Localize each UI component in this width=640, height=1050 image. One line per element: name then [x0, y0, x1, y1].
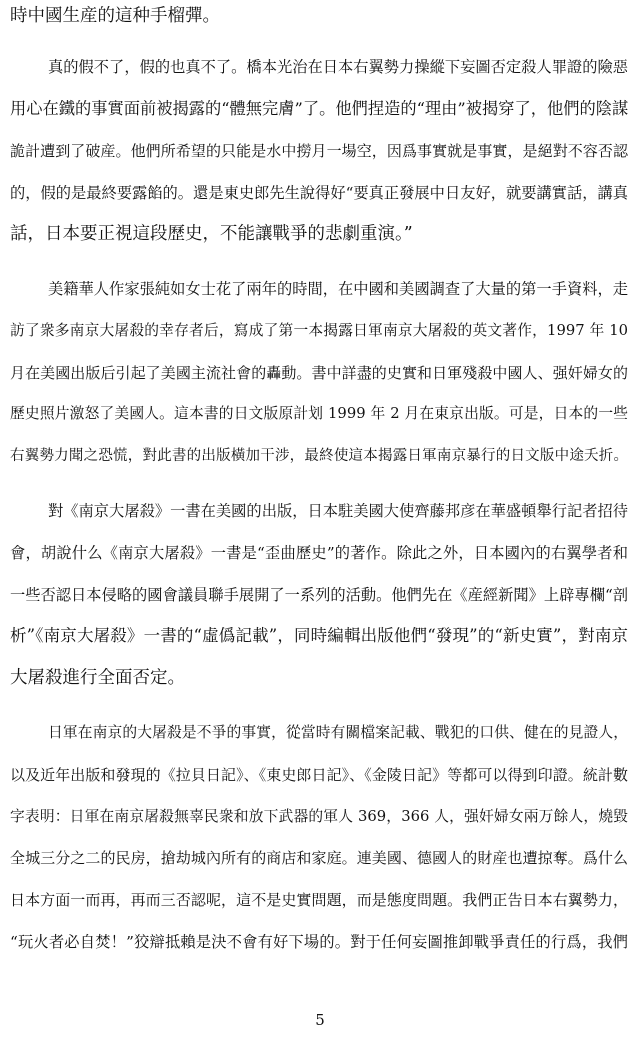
text-line: 詭計遭到了破産。他們所希望的只能是水中撈月一場空，因爲事實就是事實，是絕對不容否認 [10, 142, 628, 160]
text-line: “玩火者必自焚！”狡辯抵賴是決不會有好下場的。對于任何妄圖推卸戰爭責任的行爲，我們 [10, 933, 628, 951]
text-line: 日軍在南京的大屠殺是不爭的事實，從當時有關檔案記載、戰犯的口供、健在的見證人， [48, 724, 628, 741]
text-line: 會，胡說什么《南京大屠殺》一書是“歪曲歷史”的著作。除此之外，日本國內的右翼學者和 [10, 544, 628, 562]
text-line: 對《南京大屠殺》一書在美國的出版，日本駐美國大使齊藤邦彦在華盛頓舉行記者招待 [48, 502, 628, 520]
text-line: 以及近年出版和發現的《拉貝日記》、《東史郎日記》、《金陵日記》等都可以得到印證。統計數 [10, 766, 628, 784]
text-line: 日本方面一而再，再而三否認呢，這不是史實問題，而是態度問題。我們正告日本右翼勢力， [10, 891, 628, 909]
text-line: 析”《南京大屠殺》一書的“虛僞記載”，同時編輯出版他們“發現”的“新史實”，對南京 [10, 626, 628, 645]
text-line: 字表明：日軍在南京屠殺無辜民衆和放下武器的軍人 369，366 人，强奸婦女兩万餘人，燒毀 [10, 808, 628, 825]
text-line: 一些否認日本侵略的國會議員聯手展開了一系列的活動。他們先在《産經新聞》上辟專欄“剖 [10, 586, 628, 604]
text-line: 大屠殺進行全面否定。 [10, 668, 185, 688]
text-line: 真的假不了，假的也真不了。橋本光治在日本右翼勢力操縱下妄圖否定殺人罪證的險惡 [48, 58, 628, 76]
text-line: 右翼勢力聞之恐慌，對此書的出版橫加干涉，最終使這本揭露日軍南京暴行的日文版中途夭折。 [10, 448, 628, 464]
text-line: 話，日本要正視這段歷史，不能讓戰爭的悲劇重演。” [10, 224, 413, 244]
text-line: 歷史照片激怒了美國人。這本書的日文版原計划 1999 年 2 月在東京出版。可是，日本的一些 [10, 405, 628, 422]
text-line: 美籍華人作家張純如女士花了兩年的時間，在中國和美國調查了大量的第一手資料，走 [48, 280, 628, 298]
text-line: 月在美國出版后引起了美國主流社會的轟動。書中詳盡的史實和日軍殘殺中國人、强奸婦女的 [10, 364, 628, 382]
page-number: 5 [315, 1011, 325, 1029]
text-line: 訪了衆多南京大屠殺的幸存者后，寫成了第一本揭露日軍南京大屠殺的英文著作，1997 年 10 [10, 322, 628, 339]
text-line: 的，假的是最終要露餡的。還是東史郎先生說得好“要真正發展中日友好，就要講實話，講真 [10, 184, 628, 202]
text-line: 時中國生産的這种手榴彈。 [10, 6, 220, 26]
text-line: 用心在鐵的事實面前被揭露的“體無完膚”了。他們捏造的“理由”被揭穿了，他們的陰謀 [10, 99, 628, 118]
text-line: 全城三分之二的民房，搶劫城內所有的商店和家庭。連美國、德國人的財産也遭掠奪。爲什么 [10, 849, 628, 867]
